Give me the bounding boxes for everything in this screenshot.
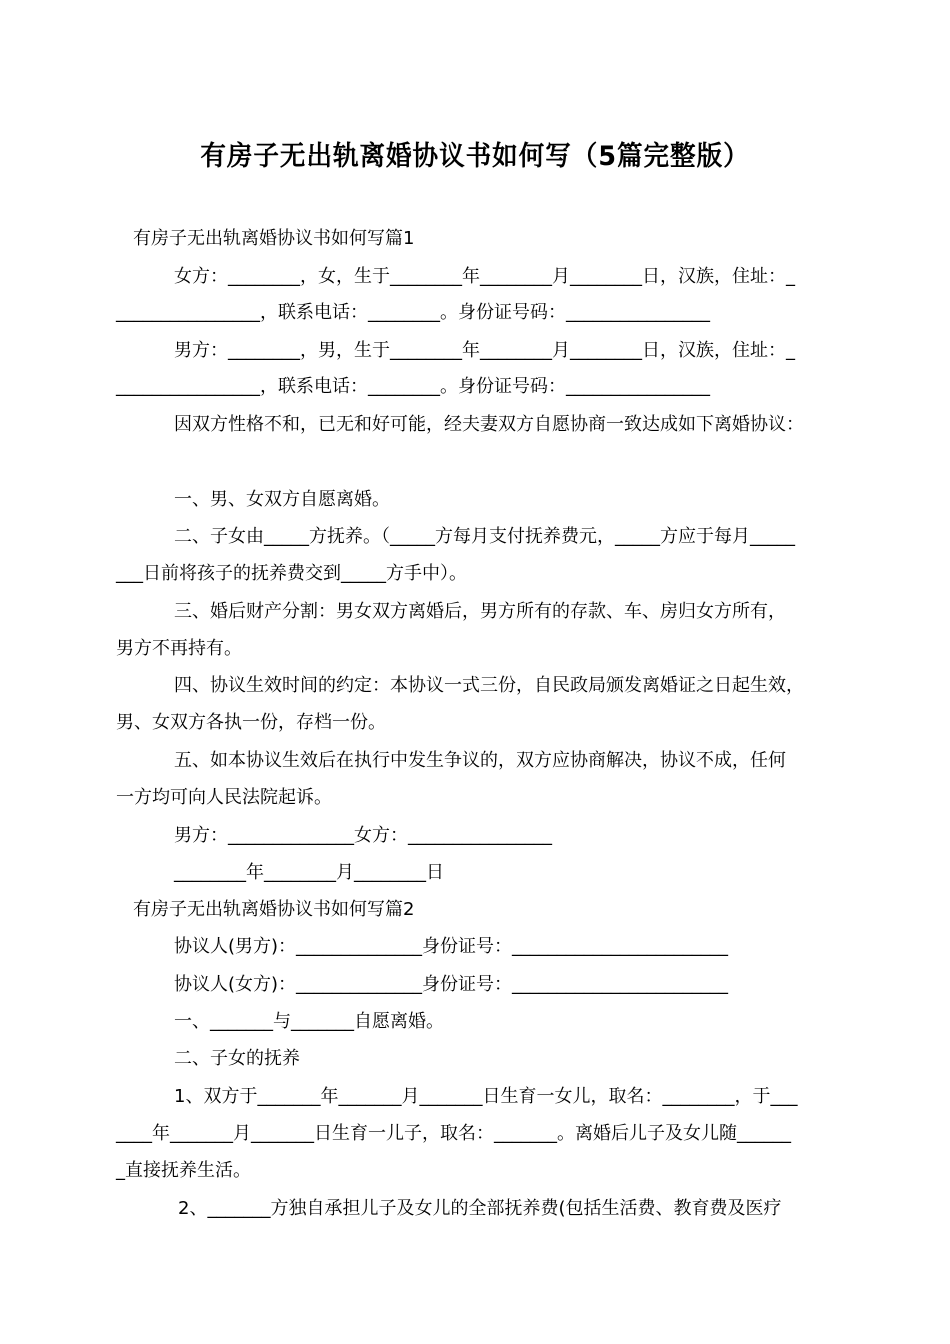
party-female-line: 协议人(女方)：______________身份证号：________________________ (174, 974, 729, 995)
date-line: ________年________月________日 (174, 862, 444, 883)
children-birth-line-cont: ____年_______月_______日生育一儿子，取名：_______。离婚后儿子及女儿随______ (116, 1123, 791, 1144)
clause-1: 一、男、女双方自愿离婚。 (174, 489, 390, 510)
clause-5: 五、如本协议生效后在执行中发生争议的，双方应协商解决，协议不成，任何 (174, 750, 786, 771)
clause-3-cont: 男方不再持有。 (116, 638, 242, 659)
party-male-line: 协议人(男方)：______________身份证号：________________________ (174, 936, 729, 957)
children-birth-line: 1、双方于_______年_______月_______日生育一女儿，取名：________，于___ (174, 1086, 798, 1107)
support-cost-line: 2、_______方独自承担儿子及女儿的全部抚养费(包括生活费、教育费及医疗 (178, 1198, 782, 1219)
document-title: 有房子无出轨离婚协议书如何写（5篇完整版） (200, 141, 750, 172)
clause-4-cont: 男、女双方各执一份，存档一份。 (116, 712, 386, 733)
husband-info-line-cont: ________________，联系电话：________。身份证号码：________________ (116, 376, 710, 397)
clause-3: 三、婚后财产分割：男女双方离婚后，男方所有的存款、车、房归女方所有， (174, 601, 786, 622)
section-heading-2: 有房子无出轨离婚协议书如何写篇2 (133, 899, 415, 920)
signature-line: 男方：______________女方：________________ (174, 825, 552, 846)
section-heading-1: 有房子无出轨离婚协议书如何写篇1 (133, 228, 415, 249)
section2-clause-2: 二、子女的抚养 (174, 1048, 300, 1069)
wife-info-line: 女方：________，女，生于________年________月________日，汉族，住址：_ (174, 266, 795, 287)
agreement-intro: 因双方性格不和，已无和好可能，经夫妻双方自愿协商一致达成如下离婚协议： (174, 414, 804, 435)
section2-clause-1: 一、_______与_______自愿离婚。 (174, 1011, 444, 1032)
wife-info-line-cont: ________________，联系电话：________。身份证号码：________________ (116, 302, 710, 323)
clause-2: 二、子女由_____方抚养。（_____方每月支付抚养费元，_____方应于每月_____ (174, 526, 795, 547)
clause-2-cont: ___日前将孩子的抚养费交到_____方手中）。 (116, 563, 467, 584)
husband-info-line: 男方：________，男，生于________年________月________日，汉族，住址：_ (174, 340, 795, 361)
children-birth-line-cont-2: _直接抚养生活。 (116, 1160, 251, 1181)
clause-4: 四、协议生效时间的约定：本协议一式三份，自民政局颁发离婚证之日起生效， (174, 675, 804, 696)
clause-5-cont: 一方均可向人民法院起诉。 (116, 787, 332, 808)
